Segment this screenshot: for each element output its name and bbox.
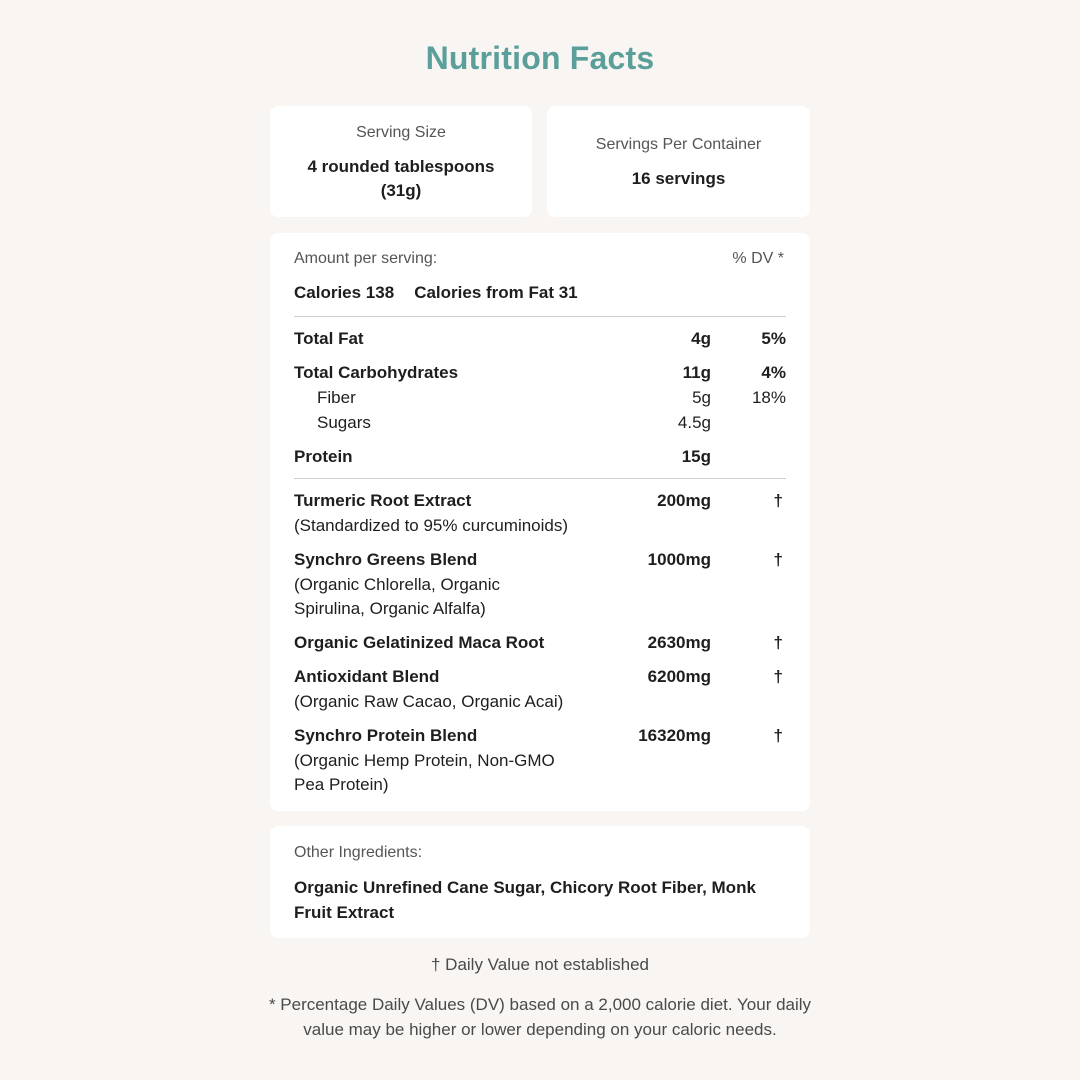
serving-size-value xyxy=(270,155,532,203)
ingredient-row-maca-root xyxy=(294,631,786,656)
nutrient-name: Fiber xyxy=(317,388,356,407)
nutrient-amount: 11g xyxy=(682,363,711,382)
dagger-footnote: † Daily Value not established xyxy=(431,955,649,974)
calories-row xyxy=(294,283,578,303)
serving-size-value-line2: (31g) xyxy=(380,181,422,200)
nutrient-name: Total Fat xyxy=(294,329,364,348)
ingredient-description: (Organic Raw Cacao, Organic Acai) xyxy=(294,691,564,711)
ingredient-dv: † xyxy=(773,667,783,686)
servings-per-container-card xyxy=(547,106,810,217)
serving-size-card xyxy=(270,106,532,217)
ingredient-description: (Standardized to 95% curcuminoids) xyxy=(294,515,569,535)
dv-header: % DV * xyxy=(732,250,784,267)
calories-from-fat-value: Calories from Fat 31 xyxy=(414,283,578,302)
servings-per-container-label: Servings Per Container xyxy=(595,136,762,153)
serving-size-value-line1: 4 rounded tablespoons xyxy=(307,157,495,176)
ingredient-name: Turmeric Root Extract xyxy=(294,491,472,510)
ingredient-dv: † xyxy=(773,633,783,652)
amount-per-serving-row xyxy=(294,250,786,268)
ingredient-dv: † xyxy=(773,550,783,569)
dv-footnote: * Percentage Daily Values (DV) based on a 2,000 calorie diet. Your daily value may be higher or lower depending on your caloric needs. xyxy=(268,995,812,1039)
ingredient-dv: † xyxy=(773,491,783,510)
ingredient-row-greens-blend xyxy=(294,548,786,622)
amount-per-serving-label: Amount per serving: xyxy=(294,250,438,267)
nutrient-amount: 4.5g xyxy=(677,413,711,432)
other-ingredients-text: Organic Unrefined Cane Sugar, Chicory Root Fiber, Monk Fruit Extract xyxy=(294,878,756,922)
ingredient-amount: 200mg xyxy=(657,491,711,510)
ingredient-amount: 2630mg xyxy=(647,633,711,652)
nutrient-name: Total Carbohydrates xyxy=(294,363,459,382)
ingredient-name: Antioxidant Blend xyxy=(294,667,440,686)
nutrient-dv: 4% xyxy=(761,363,786,382)
ingredient-amount: 1000mg xyxy=(647,550,711,569)
page-title: Nutrition Facts xyxy=(425,40,655,76)
nutrient-amount: 15g xyxy=(681,447,711,466)
servings-per-container-value: 16 servings xyxy=(631,169,726,188)
divider xyxy=(294,316,786,317)
nutrient-name: Sugars xyxy=(317,413,371,432)
ingredient-row-antioxidant-blend xyxy=(294,665,786,714)
nutrient-amount: 5g xyxy=(692,388,711,407)
ingredient-row-protein-blend xyxy=(294,724,786,798)
ingredient-name: Synchro Protein Blend xyxy=(294,726,478,745)
ingredient-dv: † xyxy=(773,726,783,745)
ingredient-name: Organic Gelatinized Maca Root xyxy=(294,633,545,652)
nutrient-name: Protein xyxy=(294,447,353,466)
ingredient-amount: 6200mg xyxy=(647,667,711,686)
divider xyxy=(294,478,786,479)
nutrient-amount: 4g xyxy=(691,329,711,348)
other-ingredients-label: Other Ingredients: xyxy=(294,844,423,861)
serving-size-label: Serving Size xyxy=(356,124,446,141)
ingredient-description: (Organic Chlorella, Organic Spirulina, Organic Alfalfa) xyxy=(294,574,500,618)
nutrient-dv: 5% xyxy=(761,329,786,348)
nutrition-facts-card xyxy=(270,233,810,811)
ingredient-description: (Organic Hemp Protein, Non-GMO Pea Protein) xyxy=(294,750,555,794)
ingredient-row-turmeric xyxy=(294,489,786,538)
nutrient-dv: 18% xyxy=(751,388,786,407)
ingredient-name: Synchro Greens Blend xyxy=(294,550,478,569)
other-ingredients-card xyxy=(270,826,810,938)
ingredient-amount: 16320mg xyxy=(638,726,711,745)
calories-value: Calories 138 xyxy=(294,283,395,302)
